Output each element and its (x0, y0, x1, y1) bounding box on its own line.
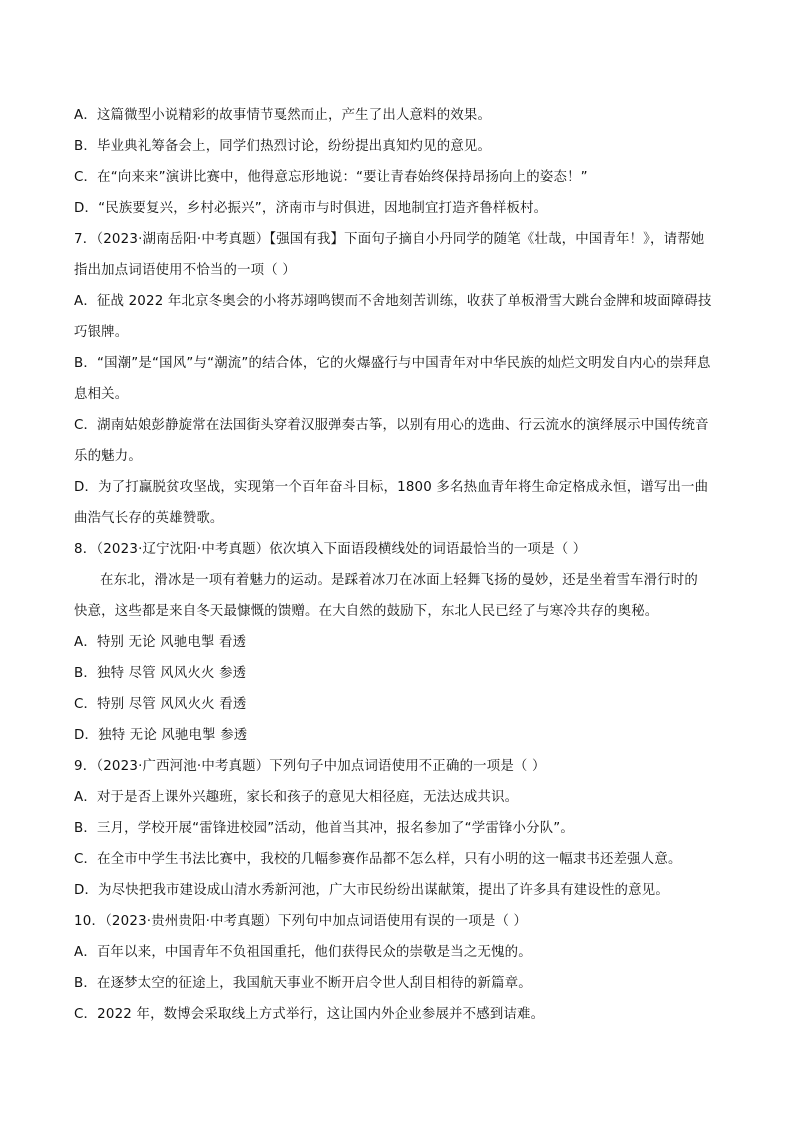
text-line: B．毕业典礼筹备会上，同学们热烈讨论，纷纷提出真知灼见的意见。 (74, 139, 492, 154)
text-line: C．2022 年，数博会采取线上方式举行，这让国内外企业参展并不感到诘难。 (74, 1007, 545, 1022)
text-line: C．在“向来来”演讲比赛中，他得意忘形地说：“要让青春始终保持昂扬向上的姿态！” (74, 170, 588, 185)
question-text (74, 100, 722, 1030)
question-8-stem: 8．（2023·辽宁沈阳·中考真题）依次填入下面语段横线处的词语最恰当的一项是（ ） (74, 542, 587, 557)
passage-line: 在东北，滑冰是一项有着魅力的运动。是踩着冰刀在冰面上轻舞飞扬的曼妙，还是坐着雪车滑行时的 (100, 573, 698, 588)
text-line: B．“国潮”是“国风”与“潮流”的结合体，它的火爆盛行与中国青年对中华民族的灿烂文明发自内心的崇拜息 (74, 356, 711, 371)
option-line: D．独特 无论 风驰电掣 参透 (74, 728, 248, 743)
text-line: 乐的魅力。 (74, 449, 142, 464)
question-9-stem: 9．（2023·广西河池·中考真题）下列句子中加点词语使用不正确的一项是（ ） (74, 759, 546, 774)
text-line: 息相关。 (74, 387, 129, 402)
question-7-stem-cont: 指出加点词语使用不恰当的一项（ ） (74, 263, 296, 278)
text-line: B．三月，学校开展“雷锋进校园”活动，他首当其冲，报名参加了“学雷锋小分队”。 (74, 821, 575, 836)
text-line: A．百年以来，中国青年不负祖国重托，他们获得民众的崇敬是当之无愧的。 (74, 945, 532, 960)
text-line: D．为尽快把我市建设成山清水秀新河池，广大市民纷纷出谋献策，提出了许多具有建设性的意见。 (74, 883, 669, 898)
text-line: D．为了打赢脱贫攻坚战，实现第一个百年奋斗目标，1800 多名热血青年将生命定格成永恒，谱写出一曲 (74, 480, 709, 495)
question-7-stem: 7．（2023·湖南岳阳·中考真题）【强国有我】下面句子摘自小丹同学的随笔《壮哉，中国青年！》，请帮她 (74, 232, 705, 247)
option-line: A．特别 无论 风驰电掣 看透 (74, 635, 247, 650)
option-line: C．特别 尽管 风风火火 看透 (74, 697, 247, 712)
text-line: C．湖南姑娘彭静旋常在法国街头穿着汉服弹奏古筝，以别有用心的选曲、行云流水的演绎展示中国传统音 (74, 418, 709, 433)
option-line: B．独特 尽管 风风火火 参透 (74, 666, 247, 681)
text-line: B．在逐梦太空的征途上，我国航天事业不断开启令世人刮目相待的新篇章。 (74, 976, 532, 991)
text-line: C．在全市中学生书法比赛中，我校的几幅参赛作品都不怎么样，只有小明的这一幅隶书还差强人意。 (74, 852, 682, 867)
passage-line: 快意，这些都是来自冬天最慷慨的馈赠。在大自然的鼓励下，东北人民已经了与寒冷共存的奥秘。 (74, 604, 659, 619)
text-line: A．对于是否上课外兴趣班，家长和孩子的意见大相径庭，无法达成共识。 (74, 790, 519, 805)
text-line: A．这篇微型小说精彩的故事情节戛然而止，产生了出人意料的效果。 (74, 108, 492, 123)
text-line: D．“民族要复兴，乡村必振兴”，济南市与时俱进，因地制宜打造齐鲁样板村。 (74, 201, 548, 216)
text-line: A．征战 2022 年北京冬奥会的小将苏翊鸣锲而不舍地刻苦训练，收获了单板滑雪大跳台金牌和坡面障碍技 (74, 294, 712, 309)
text-line: 巧银牌。 (74, 325, 129, 340)
text-line: 曲浩气长存的英雄赞歌。 (74, 511, 224, 526)
question-10-stem: 10．（2023·贵州贵阳·中考真题）下列句中加点词语使用有误的一项是（ ） (74, 914, 528, 929)
